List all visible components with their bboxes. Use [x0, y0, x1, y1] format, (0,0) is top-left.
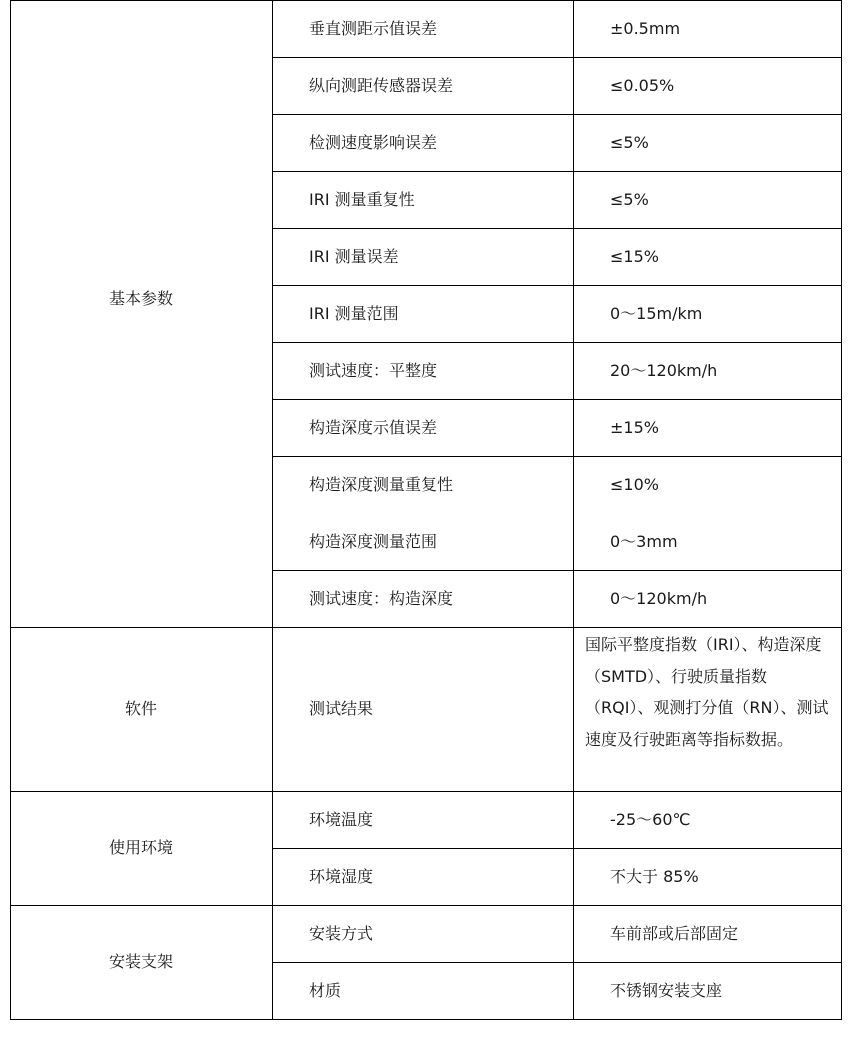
param-value: 0～15m/km: [610, 303, 703, 323]
param-value: ≤0.05%: [610, 75, 675, 95]
param-value: 0～3mm: [610, 531, 678, 551]
param-label: 纵向测距传感器误差: [309, 75, 454, 95]
param-value: ≤5%: [610, 189, 649, 209]
param-value: ±0.5mm: [610, 18, 681, 38]
param-label: IRI 测量范围: [309, 303, 399, 323]
param-label: 环境湿度: [309, 866, 374, 886]
param-label: 构造深度示值误差: [309, 417, 438, 437]
param-label: 材质: [309, 980, 342, 1000]
category-environment: 使用环境: [108, 838, 173, 857]
param-label: IRI 测量误差: [309, 246, 399, 266]
param-label: 构造深度测量范围: [309, 531, 438, 551]
param-label: 安装方式: [309, 923, 374, 943]
param-value: ±15%: [610, 417, 659, 437]
category-mounting: 安装支架: [108, 952, 173, 971]
param-label: 测试速度：平整度: [309, 360, 438, 380]
param-value: 不锈钢安装支座: [610, 980, 723, 1000]
param-value: -25～60℃: [610, 809, 691, 829]
row-divider: [273, 962, 841, 963]
param-label: 测试速度：构造深度: [309, 588, 454, 608]
param-label: 测试结果: [309, 699, 374, 718]
column-divider: [272, 1, 273, 1019]
param-label: 垂直测距示值误差: [309, 18, 438, 38]
category-basic-params: 基本参数: [108, 289, 173, 308]
param-label: 构造深度测量重复性: [309, 474, 454, 494]
column-divider: [573, 1, 574, 1019]
param-value: ≤15%: [610, 246, 659, 266]
param-label: 环境温度: [309, 809, 374, 829]
param-value: ≤10%: [610, 474, 659, 494]
category-software: 软件: [124, 699, 157, 718]
param-value: 0～120km/h: [610, 588, 708, 608]
param-value-software-output: 国际平整度指数（IRI）、构造深度（SMTD）、行驶质量指数（RQI）、观测打分值（RN）、测试速度及行驶距离等指标数据。: [585, 635, 829, 749]
param-value: ≤5%: [610, 132, 649, 152]
param-label: 检测速度影响误差: [309, 132, 438, 152]
param-value: 不大于 85%: [610, 866, 699, 886]
param-label: IRI 测量重复性: [309, 189, 415, 209]
param-value: 车前部或后部固定: [610, 923, 739, 943]
param-value: 20～120km/h: [610, 360, 718, 380]
